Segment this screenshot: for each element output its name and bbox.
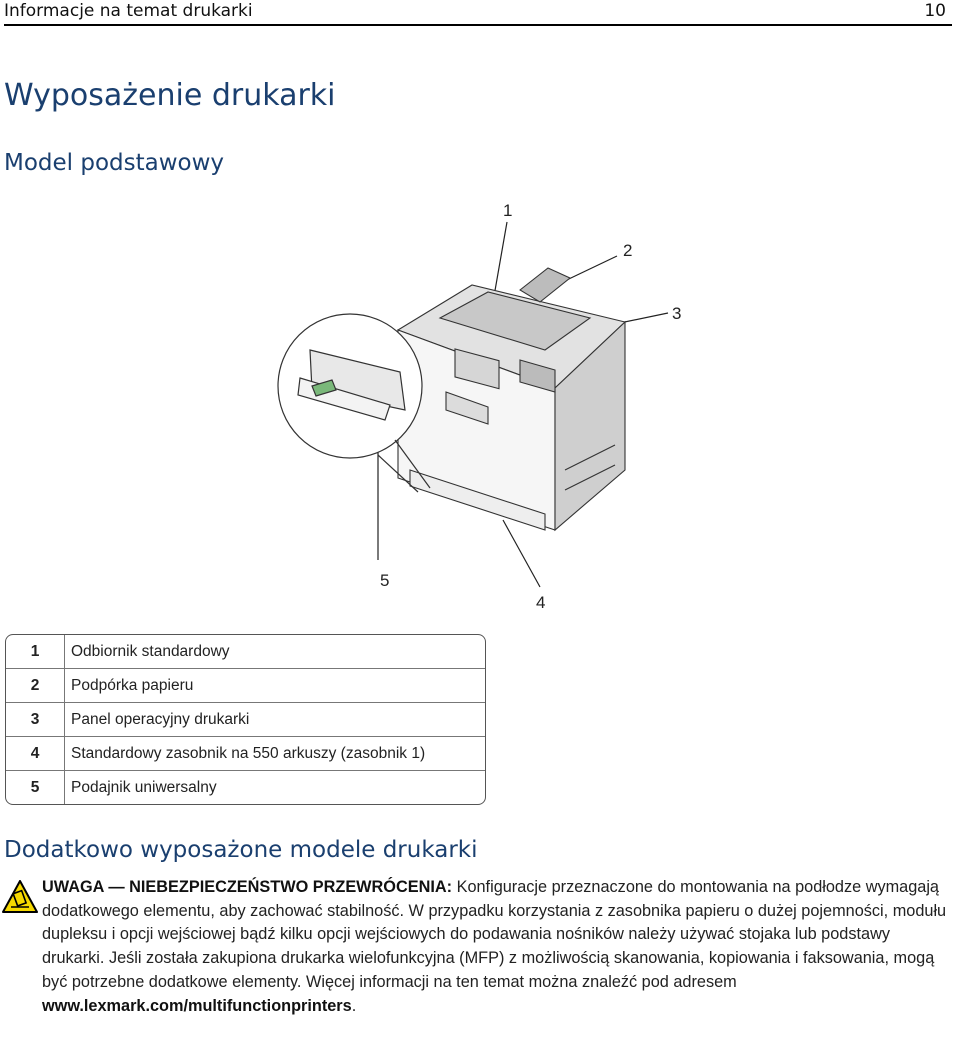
legend-label: Panel operacyjny drukarki bbox=[65, 702, 485, 736]
leader-line-4 bbox=[503, 520, 540, 587]
legend-number: 3 bbox=[6, 702, 65, 736]
warning-body: Konfiguracje przeznaczone do montowania na podłodze wymagają dodatkowego elementu, aby zachować stabilność. W przypadku korzystania z zasobnika papieru o dużej pojemności, modułu dupleksu i opcji wejściowej bądź kilku opcji wejściowych do podawania nośników należy używać stojaka lub podstawy drukarki. Jeśli została zakupiona drukarka wielofunkcyjna (MFP) z możliwością skanowania, kopiowania i faksowania, mogą być potrzebne dodatkowe elementy. Więcej informacji na ten temat można znaleźć pod adresem bbox=[42, 878, 947, 991]
tipping-hazard-icon bbox=[2, 880, 38, 914]
header-title: Informacje na temat drukarki bbox=[4, 1, 253, 21]
leader-line-1 bbox=[493, 222, 507, 302]
printer-illustration bbox=[270, 195, 690, 620]
lexmark-link[interactable]: www.lexmark.com/multifunctionprinters bbox=[42, 996, 352, 1015]
callout-5: 5 bbox=[380, 571, 390, 590]
warning-label: UWAGA — NIEBEZPIECZEŃSTWO PRZEWRÓCENIA: bbox=[42, 878, 453, 896]
table-row bbox=[6, 736, 485, 770]
legend-label: Podpórka papieru bbox=[65, 668, 485, 702]
legend-label: Odbiornik standardowy bbox=[71, 642, 230, 660]
legend-number: 5 bbox=[6, 770, 65, 804]
legend-label: Standardowy zasobnik na 550 arkuszy (zasobnik 1) bbox=[65, 736, 485, 770]
legend-label: Podajnik uniwersalny bbox=[65, 770, 485, 804]
warning-text bbox=[42, 876, 947, 1018]
configured-models-heading: Dodatkowo wyposażone modele drukarki bbox=[4, 837, 478, 863]
warning-end: . bbox=[351, 996, 357, 1015]
table-row bbox=[6, 770, 485, 804]
legend-number: 1 bbox=[6, 635, 65, 668]
basic-model-heading: Model podstawowy bbox=[4, 150, 225, 176]
table-row bbox=[6, 668, 485, 702]
callout-4: 4 bbox=[536, 593, 546, 612]
legend-table bbox=[5, 634, 486, 805]
page-number: 10 bbox=[924, 1, 946, 21]
legend-number: 4 bbox=[6, 736, 65, 770]
callout-1: 1 bbox=[503, 201, 513, 220]
table-row bbox=[6, 702, 485, 736]
callout-3: 3 bbox=[672, 304, 682, 323]
legend-number: 2 bbox=[6, 668, 65, 702]
section-title: Wyposażenie drukarki bbox=[4, 78, 336, 113]
table-row bbox=[6, 635, 485, 668]
printer-body bbox=[398, 268, 625, 530]
callout-2: 2 bbox=[623, 241, 633, 260]
page-header bbox=[4, 0, 952, 26]
